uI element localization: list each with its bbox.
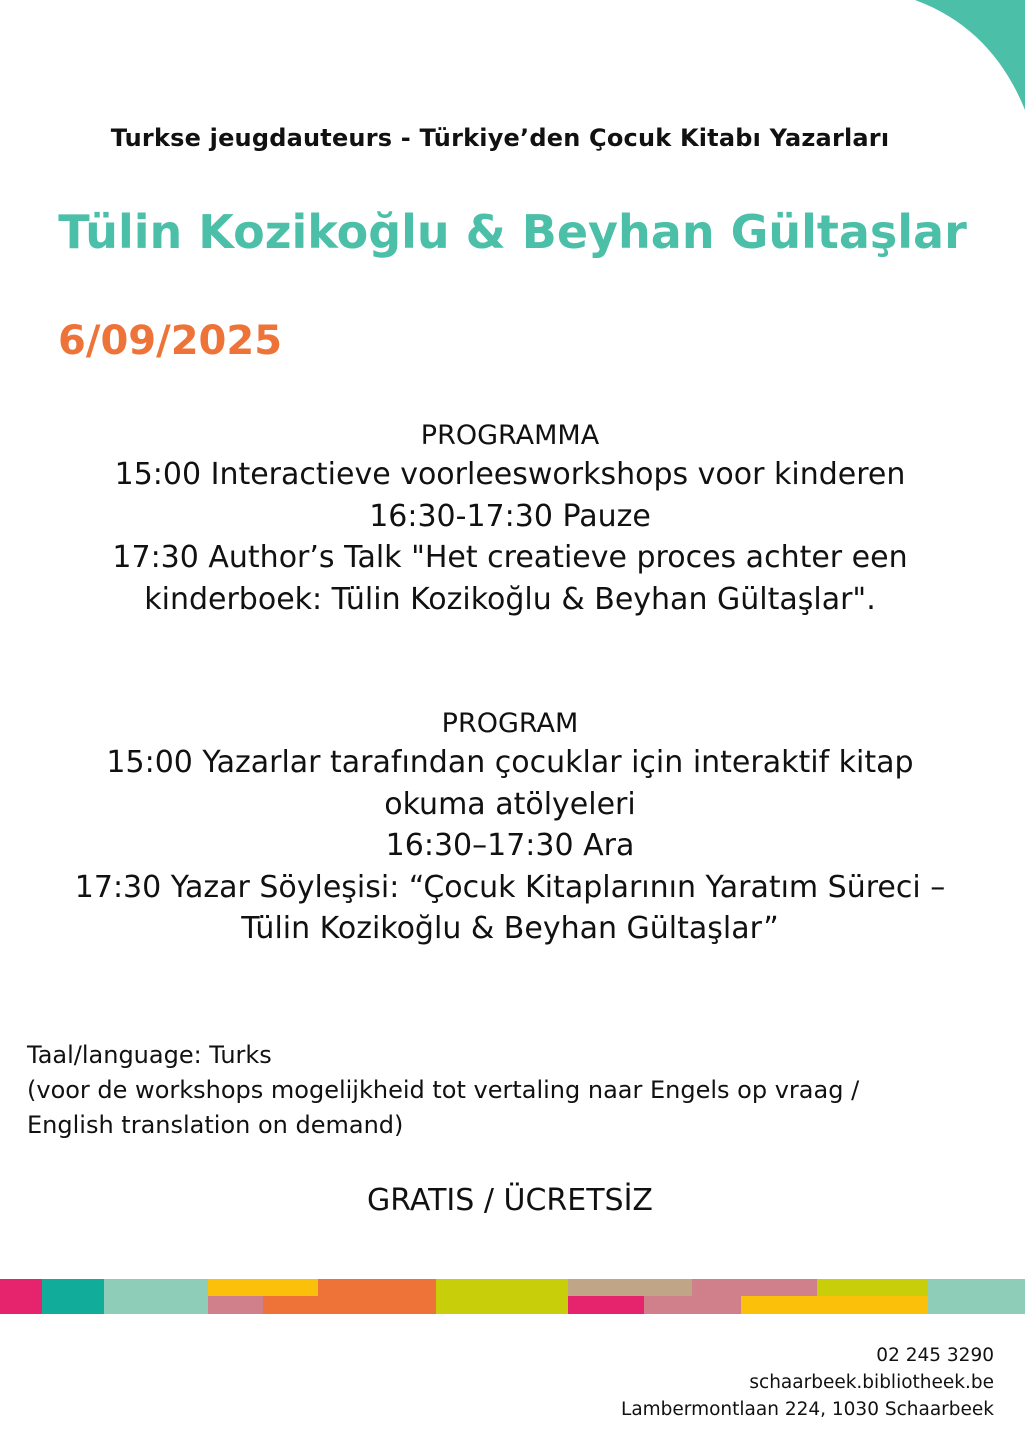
contact-info	[621, 1342, 994, 1423]
language-line: English translation on demand)	[27, 1111, 404, 1139]
contact-phone: 02 245 3290	[876, 1345, 994, 1366]
program-dutch-line: 17:30 Author’s Talk "Het creatieve proces achter een	[112, 540, 908, 575]
program-turkish-line: 15:00 Yazarlar tarafından çocuklar için interaktif kitap	[106, 745, 914, 780]
language-info	[27, 1038, 987, 1143]
color-band-decoration	[0, 1279, 1025, 1314]
program-turkish	[30, 706, 990, 950]
program-dutch-line: kinderboek: Tülin Kozikoğlu & Beyhan Gültaşlar".	[144, 581, 876, 617]
language-line: (voor de workshops mogelijkheid tot vertaling naar Engels op vraag /	[27, 1076, 860, 1104]
program-turkish-line: 17:30 Yazar Söyleşisi: “Çocuk Kitaplarının Yaratım Süreci –	[74, 869, 946, 905]
program-dutch-line: 15:00 Interactieve voorleesworkshops voor kinderen	[114, 457, 906, 492]
program-turkish-heading: PROGRAM	[441, 708, 579, 739]
authors-title: Tülin Kozikoğlu & Beyhan Gültaşlar	[58, 205, 967, 259]
event-date: 6/09/2025	[58, 318, 283, 364]
program-dutch-heading: PROGRAMMA	[420, 420, 600, 451]
language-line: Taal/language: Turks	[27, 1041, 272, 1069]
program-dutch-line: 16:30-17:30 Pauze	[369, 498, 651, 534]
event-series-title: Turkse jeugdauteurs - Türkiye’den Çocuk Kitabı Yazarları	[110, 124, 890, 152]
program-turkish-line: okuma atölyeleri	[384, 786, 636, 822]
program-dutch	[30, 418, 990, 620]
corner-decoration	[915, 0, 1025, 110]
program-turkish-line: Tülin Kozikoğlu & Beyhan Gültaşlar”	[241, 911, 779, 946]
contact-website: schaarbeek.bibliotheek.be	[749, 1372, 994, 1393]
contact-address: Lambermontlaan 224, 1030 Schaarbeek	[621, 1399, 994, 1420]
price-label: GRATIS / ÜCRETSİZ	[367, 1183, 653, 1218]
program-turkish-line: 16:30–17:30 Ara	[385, 828, 635, 863]
